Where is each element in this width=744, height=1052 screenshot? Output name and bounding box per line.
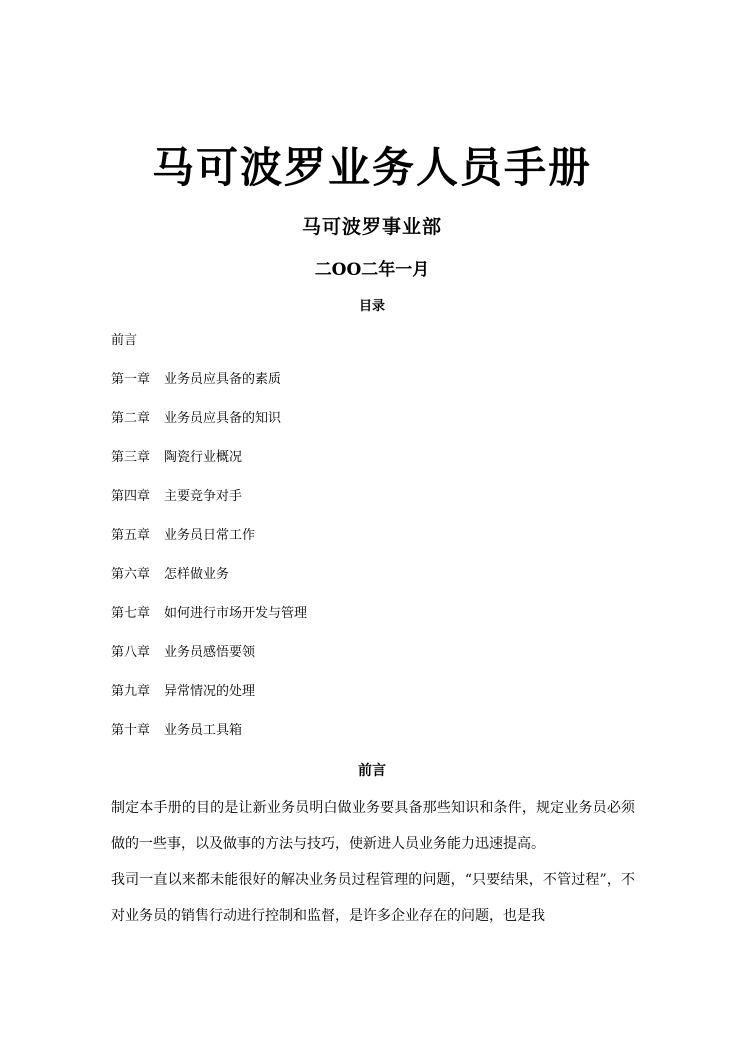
toc-heading: 目录 <box>358 299 385 314</box>
toc-item-title: 如何进行市场开发与管理 <box>164 606 308 621</box>
toc-item-title: 业务员工具箱 <box>164 723 243 738</box>
toc-item <box>111 330 307 369</box>
toc-item <box>111 369 307 408</box>
toc-item-number: 第七章 <box>111 606 151 621</box>
toc-item-title: 业务员日常工作 <box>164 528 256 543</box>
preface-paragraph: 制定本手册的目的是让新业务员明白做业务要具备那些知识和条件，规定业务员必须做的一些事，以及做事的方法与技巧，使新进人员业务能力迅速提高。 <box>111 800 635 852</box>
toc-item-title: 异常情况的处理 <box>164 684 256 699</box>
toc-item-title: 怎样做业务 <box>164 567 230 582</box>
toc-item-title: 前言 <box>111 333 138 348</box>
document-date: 二OO二年一月 <box>314 260 430 280</box>
table-of-contents <box>111 330 307 759</box>
toc-item-number: 第二章 <box>111 411 151 426</box>
toc-item <box>111 447 307 486</box>
toc-item <box>111 720 307 759</box>
preface-heading: 前言 <box>358 763 386 779</box>
toc-item-number: 第四章 <box>111 489 151 504</box>
toc-item <box>111 408 307 447</box>
toc-item-title: 业务员应具备的素质 <box>164 372 282 387</box>
toc-item-title: 业务员感悟要领 <box>164 645 256 660</box>
toc-item-title: 陶瓷行业概况 <box>164 450 243 465</box>
toc-item <box>111 486 307 525</box>
document-title: 马可波罗业务人员手册 <box>151 143 592 192</box>
toc-item-number: 第八章 <box>111 645 151 660</box>
toc-item-number: 第六章 <box>111 567 151 582</box>
toc-item-title: 业务员应具备的知识 <box>164 411 282 426</box>
toc-item <box>111 564 307 603</box>
toc-item-title: 主要竞争对手 <box>164 489 243 504</box>
document-subtitle: 马可波罗事业部 <box>301 216 442 238</box>
toc-item-number: 第五章 <box>111 528 151 543</box>
preface-body <box>111 790 635 934</box>
toc-item <box>111 681 307 720</box>
toc-item-number: 第九章 <box>111 684 151 699</box>
toc-item <box>111 525 307 564</box>
preface-paragraph: 我司一直以来都未能很好的解决业务员过程管理的问题，“只要结果，不管过程”，不对业务员的销售行动进行控制和监督，是许多企业存在的问题，也是我 <box>111 872 635 924</box>
toc-item-number: 第一章 <box>111 372 151 387</box>
toc-item <box>111 642 307 681</box>
toc-item <box>111 603 307 642</box>
toc-item-number: 第三章 <box>111 450 151 465</box>
toc-item-number: 第十章 <box>111 723 151 738</box>
